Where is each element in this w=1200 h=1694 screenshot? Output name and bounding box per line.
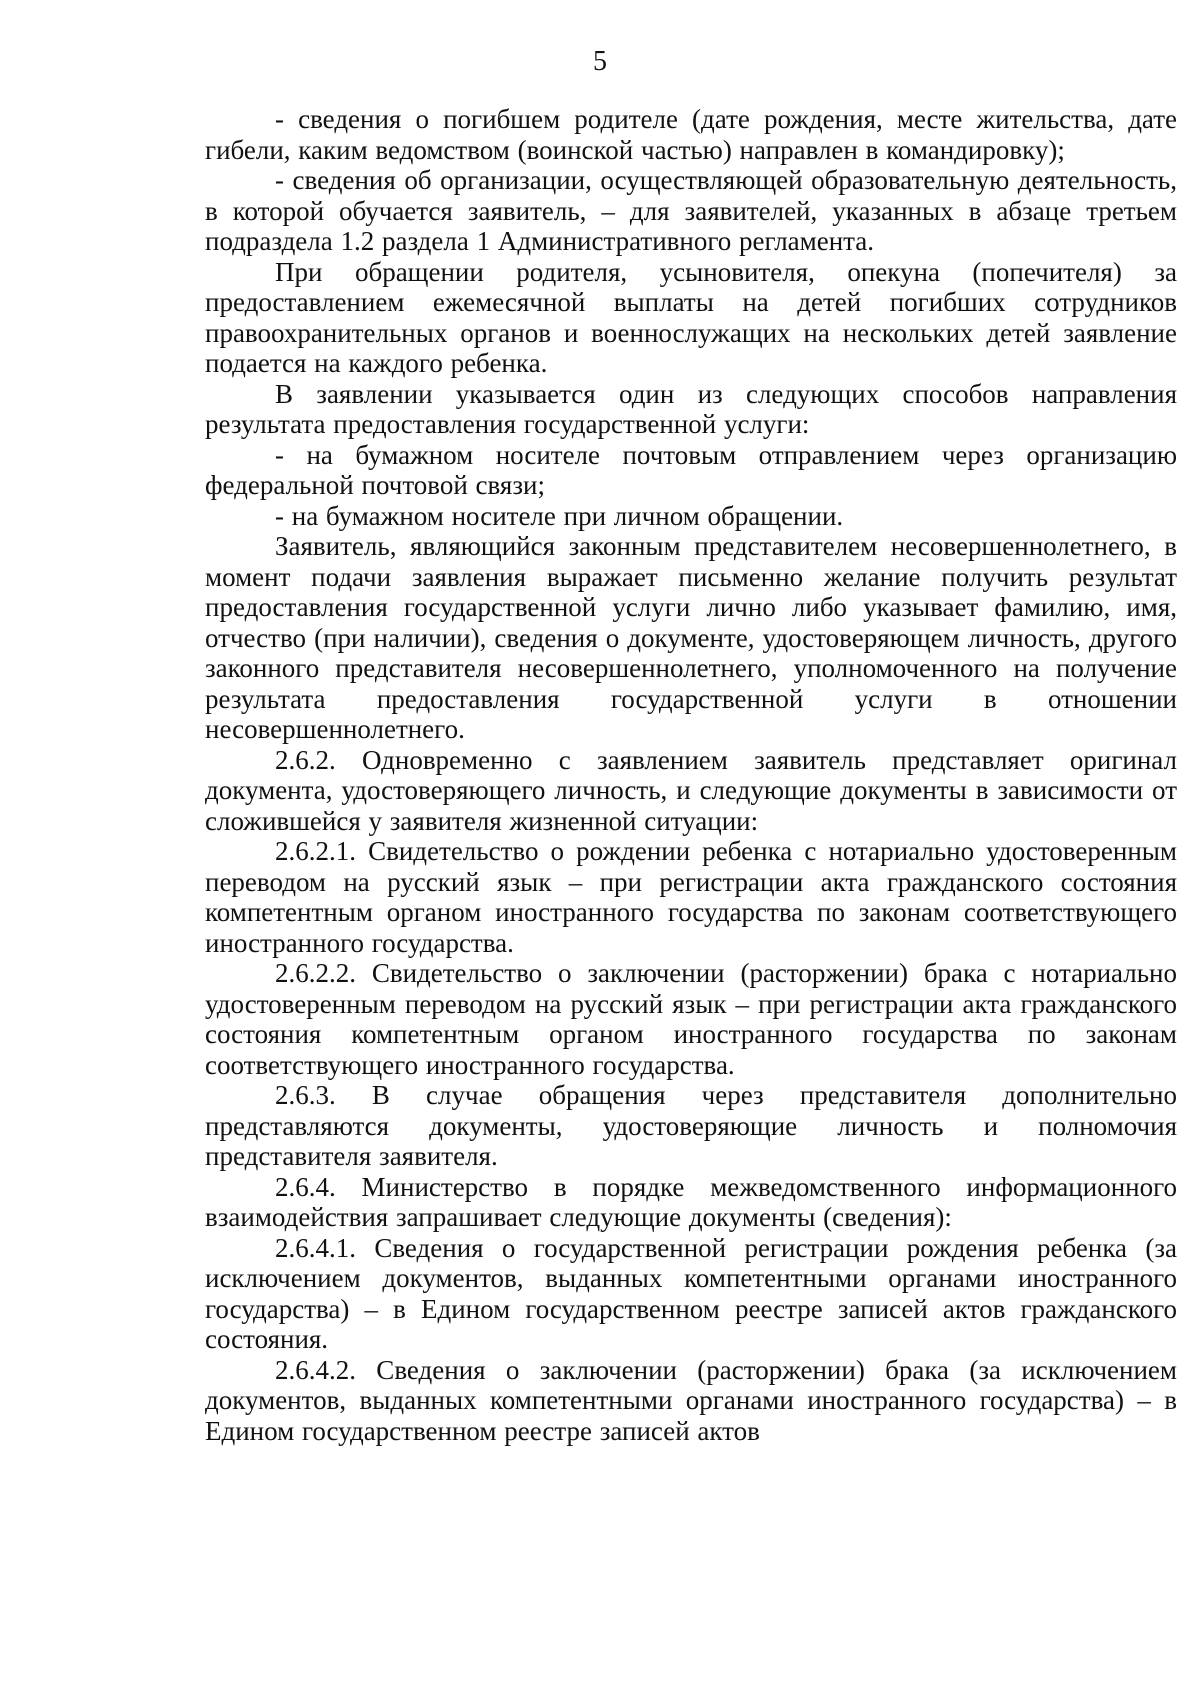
page-number: 5 — [593, 46, 607, 77]
paragraph-delivery-by-mail: - на бумажном носителе почтовым отправлением через организацию федеральной почтовой связи; — [205, 439, 1177, 500]
paragraph-legal-representative: Заявитель, являющийся законным представителем несовершеннолетнего, в момент подачи заявления выражает письменно желание получить результат предоставления государственной услуги лично либо указывает фамилию, имя, отчество (при наличии), сведения о документе, удостоверяющем личность, другого законного представителя несовершеннолетнего, уполномоченного на получение результата предоставления государственной услуги в отношении несовершеннолетнего. — [205, 531, 1177, 744]
paragraph-2-6-2-1: 2.6.2.1. Свидетельство о рождении ребенка с нотариально удостоверенным переводом на русский язык – при регистрации акта гражданского состояния компетентным органом иностранного государства по законам соответствующего иностранного государства. — [205, 836, 1177, 958]
paragraph-2-6-3: 2.6.3. В случае обращения через представителя дополнительно представляются документы, удостоверяющие личность и полномочия представителя заявителя. — [205, 1080, 1177, 1171]
paragraph-2-6-4-1: 2.6.4.1. Сведения о государственной регистрации рождения ребенка (за исключением документов, выданных компетентными органами иностранного государства) – в Едином государственном реестре записей актов гражданского состояния. — [205, 1232, 1177, 1354]
paragraph-education-org-info: - сведения об организации, осуществляющей образовательную деятельность, в которой обучается заявитель, – для заявителей, указанных в абзаце третьем подраздела 1.2 раздела 1 Административного регламента. — [205, 165, 1177, 256]
paragraph-2-6-2-2: 2.6.2.2. Свидетельство о заключении (расторжении) брака с нотариально удостоверенным переводом на русский язык – при регистрации акта гражданского состояния компетентным органом иностранного государства по законам соответствующего иностранного государства. — [205, 958, 1177, 1080]
paragraph-2-6-4: 2.6.4. Министерство в порядке межведомственного информационного взаимодействия запрашивает следующие документы (сведения): — [205, 1171, 1177, 1232]
paragraph-delivery-method: В заявлении указывается один из следующих способов направления результата предоставления государственной услуги: — [205, 378, 1177, 439]
paragraph-2-6-2: 2.6.2. Одновременно с заявлением заявитель представляет оригинал документа, удостоверяющего личность, и следующие документы в зависимости от сложившейся у заявителя жизненной ситуации: — [205, 744, 1177, 836]
paragraph-delivery-in-person: - на бумажном носителе при личном обращении. — [275, 500, 844, 531]
paragraph-multiple-children: При обращении родителя, усыновителя, опекуна (попечителя) за предоставлением ежемесячной выплаты на детей погибших сотрудников правоохранительных органов и военнослужащих на нескольких детей заявление подается на каждого ребенка. — [205, 256, 1177, 378]
paragraph-2-6-4-2: 2.6.4.2. Сведения о заключении (расторжении) брака (за исключением документов, выданных компетентными органами иностранного государства) – в Едином государственном реестре записей актов — [205, 1354, 1177, 1446]
document-body — [205, 104, 1177, 1446]
paragraph-deceased-parent-info: - сведения о погибшем родителе (дате рождения, месте жительства, дате гибели, каким ведомством (воинской частью) направлен в командировку); — [205, 104, 1177, 165]
